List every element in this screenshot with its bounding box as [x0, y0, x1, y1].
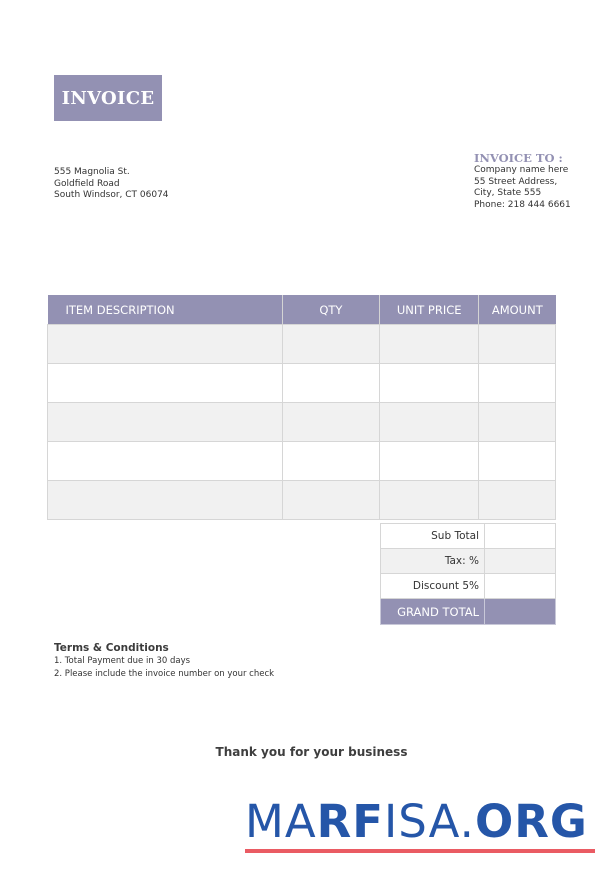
cell-amount[interactable]	[479, 364, 556, 403]
cell-unit-price[interactable]	[380, 364, 479, 403]
tax-value[interactable]	[485, 549, 556, 574]
recipient-line: Phone: 218 444 6661	[474, 199, 571, 210]
terms-heading: Terms & Conditions	[54, 642, 169, 654]
terms-item: 2. Please include the invoice number on your check	[54, 669, 275, 679]
watermark-logo	[245, 797, 597, 853]
table-row	[48, 442, 556, 481]
sender-address	[54, 167, 169, 202]
cell-unit-price[interactable]	[380, 442, 479, 481]
terms-block	[54, 642, 274, 681]
cell-amount[interactable]	[479, 442, 556, 481]
invoice-title: INVOICE	[61, 87, 155, 109]
sender-address-line: Goldfield Road	[54, 178, 120, 189]
cell-qty[interactable]	[282, 481, 380, 520]
subtotal-label: Sub Total	[381, 524, 485, 549]
summary-row-grand-total	[381, 599, 556, 625]
recipient-line: City, State 555	[474, 188, 542, 198]
table-row	[48, 364, 556, 403]
summary-row-subtotal	[381, 524, 556, 549]
recipient-line: 55 Street Address,	[474, 176, 558, 187]
table-row	[48, 403, 556, 442]
discount-label: Discount 5%	[381, 574, 485, 599]
column-header-amount: AMOUNT	[479, 295, 556, 325]
invoice-to-heading: INVOICE TO :	[474, 151, 563, 165]
summary-row-tax	[381, 549, 556, 574]
watermark-part: ISA.	[384, 795, 475, 848]
cell-qty[interactable]	[282, 364, 380, 403]
grand-total-value[interactable]	[485, 599, 556, 625]
cell-amount[interactable]	[479, 325, 556, 364]
cell-unit-price[interactable]	[380, 403, 479, 442]
cell-description[interactable]	[48, 364, 283, 403]
column-header-item-description: ITEM DESCRIPTION	[48, 295, 283, 325]
table-row	[48, 481, 556, 520]
cell-amount[interactable]	[479, 481, 556, 520]
cell-unit-price[interactable]	[380, 481, 479, 520]
sender-address-line: South Windsor, CT 06074	[54, 190, 169, 200]
watermark-part: ORG	[474, 795, 588, 848]
cell-qty[interactable]	[282, 403, 380, 442]
column-header-qty: QTY	[282, 295, 380, 325]
thank-you-message: Thank you for your business	[215, 745, 408, 759]
watermark-underline	[245, 849, 595, 853]
discount-value[interactable]	[485, 574, 556, 599]
sender-address-line: 555 Magnolia St.	[54, 167, 130, 177]
items-table	[47, 295, 556, 520]
tax-label: Tax: %	[381, 549, 485, 574]
grand-total-label: GRAND TOTAL	[381, 599, 485, 625]
terms-item: 1. Total Payment due in 30 days	[54, 656, 191, 666]
watermark-part: MA	[245, 795, 317, 848]
cell-description[interactable]	[48, 442, 283, 481]
cell-qty[interactable]	[282, 325, 380, 364]
cell-amount[interactable]	[479, 403, 556, 442]
summary-table	[380, 523, 556, 625]
subtotal-value[interactable]	[485, 524, 556, 549]
invoice-title-box	[54, 75, 162, 121]
summary-row-discount	[381, 574, 556, 599]
invoice-to-block	[474, 151, 571, 211]
watermark-part: RF	[316, 795, 384, 848]
cell-qty[interactable]	[282, 442, 380, 481]
column-header-unit-price: UNIT PRICE	[380, 295, 479, 325]
cell-description[interactable]	[48, 481, 283, 520]
watermark-text	[245, 797, 597, 847]
cell-description[interactable]	[48, 325, 283, 364]
cell-description[interactable]	[48, 403, 283, 442]
cell-unit-price[interactable]	[380, 325, 479, 364]
table-row	[48, 325, 556, 364]
recipient-line: Company name here	[474, 165, 569, 175]
items-table-header	[48, 295, 556, 325]
